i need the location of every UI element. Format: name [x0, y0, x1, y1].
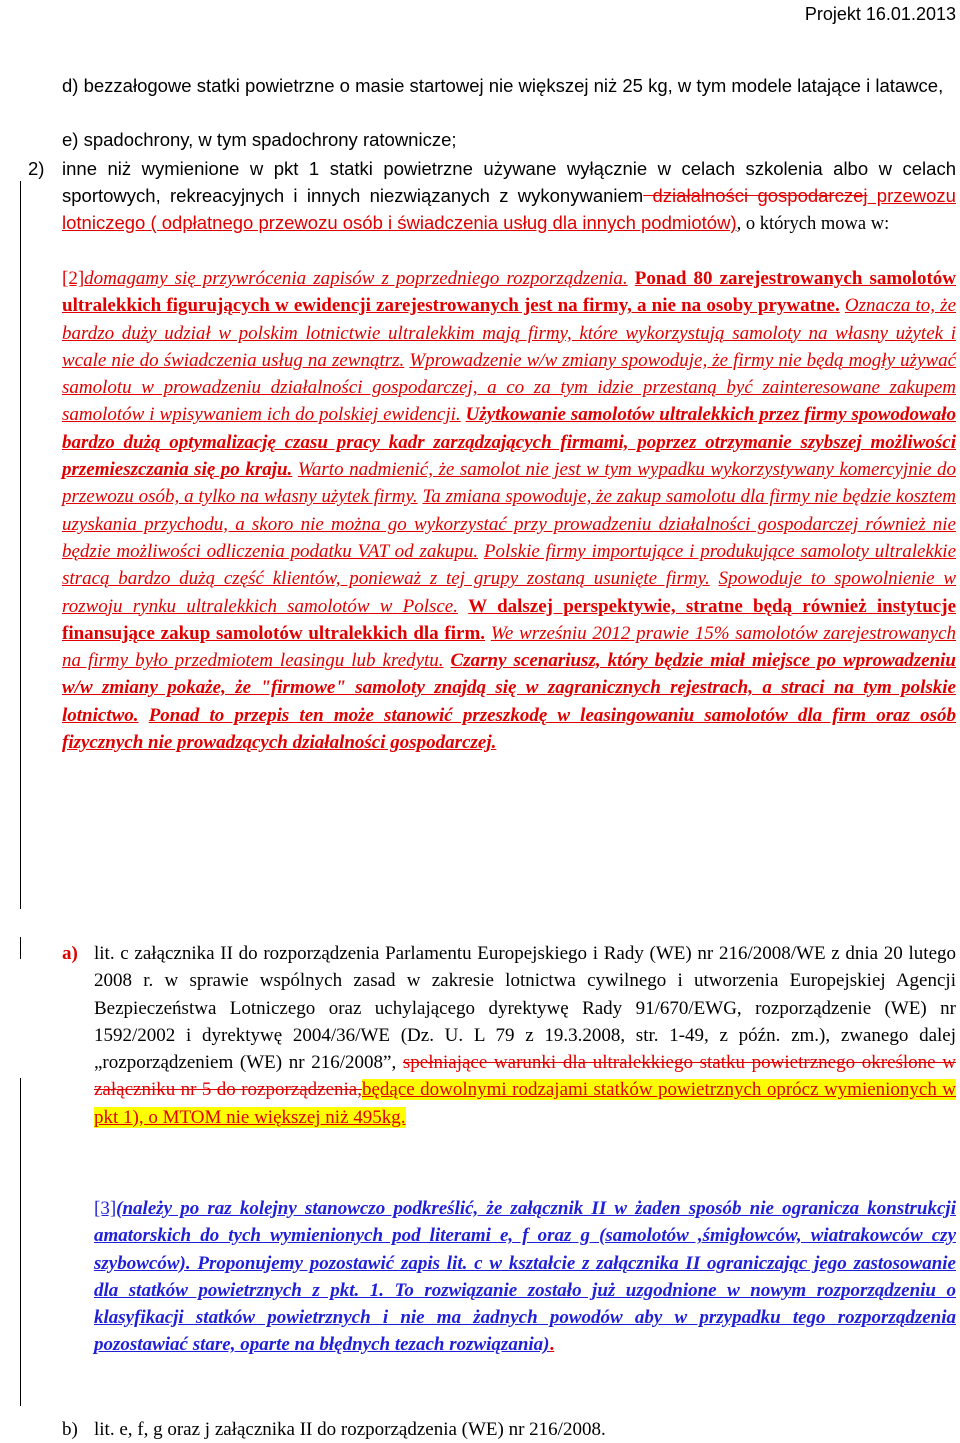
- list-item-d: [62, 72, 956, 99]
- item-b-label: b): [62, 1419, 78, 1440]
- comment-3: [94, 1195, 956, 1359]
- list-item-a: [94, 940, 956, 1131]
- comment-2-sentence: Ta zmiana spowoduje, że zakup samolotu dla firmy nie będzie kosztem uzyskania przychodu, a skoro nie można go wykorzystać przy prowadzeniu działalności gospodarczej również nie będzie możliwości odliczenia podatku VAT od zakupu.: [62, 486, 956, 562]
- list-item-b: lit. e, f, g oraz j załącznika II do rozporządzenia (WE) nr 216/2008.: [94, 1419, 606, 1440]
- comment-2-sentence: Użytkowanie samolotów ultralekkich przez firmy spowodowało bardzo dużą optymalizację czasu pracy kadr zarządzających firmami, poprzez otrzymanie szybszej możliwości przemieszczania się po kraju.: [62, 404, 956, 481]
- item-2-deleted: działalności gospodarczej: [643, 185, 868, 206]
- comment-2-sentence: Ponad to przepis ten może stanowić przeszkodę w leasingowaniu samolotów dla firm oraz osób fizycznych nie prowadzących działalności gospodarczej.: [62, 704, 957, 754]
- comment-2: [62, 265, 956, 756]
- comment-2-sentence: Warto nadmienić, że samolot nie jest w tym wypadku wykorzystywany komercyjnie do przewozu osób, a tylko na własny użytek firmy.: [62, 459, 956, 508]
- comment-2-sentence: Czarny scenariusz, który będzie miał miejsce po wprowadzeniu w/w zmiany pokaże, że "firmowe" samoloty znajdą się w zagranicznych rejestrach, a straci na tym polskie lotnictwo.: [62, 650, 956, 726]
- item-a-text: lit. c załącznika II do rozporządzenia Parlamentu Europejskiego i Rady (WE) nr 216/2008/WE z dnia 20 lutego 2008 r. w sprawie wspólnych zasad w zakresie lotnictwa cywilnego i utworzenia Europejskiej Agencji Bezpieczeństwa Lotniczego oraz uchylającego dyrektywę Rady 91/670/EWG, rozporządzenie (WE) nr 1592/2002 i dyrektywę 2004/36/WE (Dz. U. L 79 z 19.3.2008, str. 1-49, z późn. zm.), zwanego dalej „rozporządzeniem (WE) nr 216/2008”,: [94, 943, 956, 1074]
- item-2-inserted: przewozu lotniczego ( odpłatnego przewozu osób i świadczenia usług dla innych podmiotów): [62, 185, 956, 233]
- comment-2-sentence: W dalszej perspektywie, stratne będą również instytucje finansujące zakup samolotów ultralekkich dla firm.: [62, 595, 957, 644]
- page-header: Projekt 16.01.2013: [804, 4, 956, 24]
- list-item-e: e) spadochrony, w tym spadochrony ratownicze;: [62, 129, 457, 150]
- list-item-2: [62, 155, 956, 238]
- comment-2-marker: [2]: [62, 268, 85, 289]
- comment-2-sentence: Oznacza to, że bardzo duży udział w polskim lotnictwie ultralekkim mają firmy, które wykorzystują samoloty na własny użytek i wcale nie do świadczenia usług na zewnątrz.: [62, 295, 957, 371]
- item-a-label: a): [62, 943, 78, 964]
- comment-2-sentence: We wrześniu 2012 prawie 15% samolotów zarejestrowanych na firmy było przedmiotem leasingu lub kredytu.: [62, 622, 956, 672]
- change-bar: [20, 937, 21, 959]
- comment-3-text: (należy po raz kolejny stanowczo podkreślić, że załącznik II w żaden sposób nie ogranicza konstrukcji amatorskich do tych wymienionych pod literami e, f oraz g (samolotów ,śmigłowców, wiatrakowców czy szybowców). Proponujemy pozostawić zapis lit. c w kształcie z załącznika II ograniczając jego zastosowanie dla statków powietrznych z pkt. 1. To rozwiązanie zostało już uzgodnione w nowym rozporządzeniu o klasyfikacji statków powietrznych i nie ma żadnych powodów aby w przypadku tego rozporządzenia pozostawiać stare, oparte na błędnych tezach rozwiązania): [94, 1198, 956, 1356]
- item-2-text: inne niż wymienione w pkt 1 statki powietrzne używane wyłącznie w celach szkolenia albo w celach sportowych, rekreacyjnych i innych niezwiązanych z wykonywaniem: [62, 158, 956, 206]
- comment-2-sentence: Ponad 80 zarejestrowanych samolotów ultralekkich figurujących w ewidencji zarejestrowanych jest na firmy, a nie na osoby prywatne.: [62, 268, 957, 317]
- comment-2-sentence: Wprowadzenie w/w zmiany spowoduje, że firmy nie będą mogły używać samolotu w prowadzeniu działalności gospodarczej, a co za tym idzie przestaną być zainteresowane zakupem samolotów i wpisywaniem ich do polskiej ewidencji.: [62, 349, 957, 426]
- item-a-deleted: spełniające warunki dla ultralekkiego statku powietrznego określone w załączniku nr 5 do rozporządzenia,: [94, 1052, 956, 1101]
- comment-2-sentence: Polskie firmy importujące i produkujące samoloty ultralekkie stracą bardzo dużą część klientów, ponieważ z tej grupy zostaną usunięte firmy.: [62, 540, 956, 590]
- item-a-inserted: będące dowolnymi rodzajami statków powietrznych oprócz wymienionych w pkt 1), o MTOM nie większej niż 495kg.: [94, 1079, 956, 1128]
- change-bar: [20, 181, 21, 909]
- item-2-number: 2): [28, 158, 45, 179]
- change-bar: [20, 1078, 21, 1406]
- comment-3-marker: [3]: [94, 1198, 117, 1219]
- comment-2-sentence: domagamy się przywrócenia zapisów z poprzedniego rozporządzenia.: [84, 268, 628, 289]
- comment-3-end: .: [549, 1334, 555, 1356]
- item-2-tail: , o których mowa w:: [736, 214, 890, 234]
- item-d-text: d) bezzałogowe statki powietrzne o masie startowej nie większej niż 25 kg, w tym modele latające i latawce,: [62, 75, 944, 96]
- comment-2-sentence: Spowoduje to spowolnienie w rozwoju rynku ultralekkich samolotów w Polsce.: [62, 568, 957, 617]
